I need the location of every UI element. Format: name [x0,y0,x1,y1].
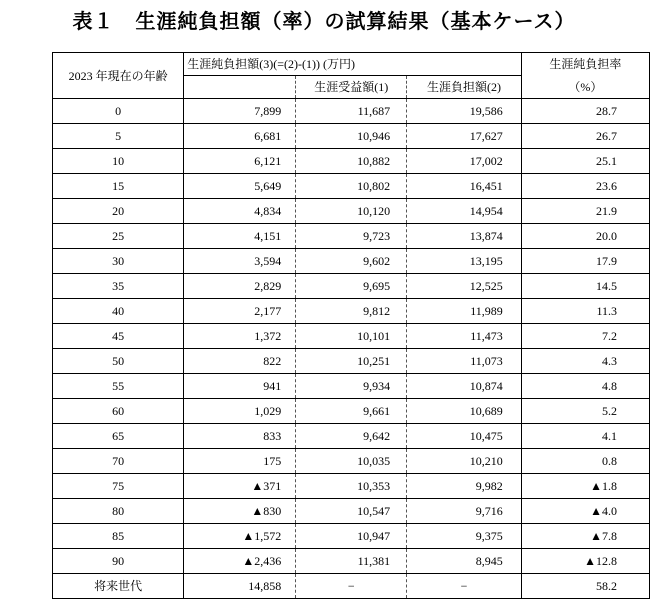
burden-cell: 8,945 [407,549,522,574]
age-cell: 70 [53,449,184,474]
rate-cell: 25.1 [521,149,649,174]
net-burden-cell: ▲830 [184,499,296,524]
burden-cell: 10,475 [407,424,522,449]
benefit-cell: 11,687 [296,99,407,124]
table-row [53,149,650,174]
benefit-cell: 10,251 [296,349,407,374]
net-burden-cell: 941 [184,374,296,399]
burden-cell: 9,375 [407,524,522,549]
burden-cell: 11,473 [407,324,522,349]
net-burden-cell: 175 [184,449,296,474]
table-row [53,199,650,224]
table-row [53,374,650,399]
age-cell: 65 [53,424,184,449]
benefit-cell: 10,353 [296,474,407,499]
rate-cell: 20.0 [521,224,649,249]
age-cell: 85 [53,524,184,549]
header-age: 2023 年現在の年齢 [53,53,184,99]
header-benefit: 生涯受益額(1) [296,76,407,99]
table-row [53,424,650,449]
table-row [53,99,650,124]
age-cell: 90 [53,549,184,574]
burden-cell: 13,195 [407,249,522,274]
table-row [53,124,650,149]
net-burden-cell: ▲371 [184,474,296,499]
rate-cell: 21.9 [521,199,649,224]
burden-cell: 12,525 [407,274,522,299]
table-row [53,499,650,524]
burden-cell: 17,627 [407,124,522,149]
benefit-cell: 10,035 [296,449,407,474]
table-row [53,349,650,374]
lifetime-burden-table [52,52,650,599]
net-burden-cell: 833 [184,424,296,449]
rate-cell: 14.5 [521,274,649,299]
benefit-cell: 10,882 [296,149,407,174]
table-row [53,299,650,324]
rate-cell: 23.6 [521,174,649,199]
header-net-burden: 生涯純負担額(3)(=(2)-(1)) (万円) [184,53,521,76]
benefit-cell: 9,661 [296,399,407,424]
net-burden-cell: 6,681 [184,124,296,149]
rate-cell: ▲12.8 [521,549,649,574]
burden-cell: 13,874 [407,224,522,249]
rate-cell: 28.7 [521,99,649,124]
rate-cell: 58.2 [521,574,649,599]
net-burden-cell: 1,029 [184,399,296,424]
age-cell: 50 [53,349,184,374]
benefit-cell: 10,101 [296,324,407,349]
table-row [53,549,650,574]
rate-cell: ▲4.0 [521,499,649,524]
net-burden-cell: 7,899 [184,99,296,124]
benefit-cell: 10,946 [296,124,407,149]
age-cell: 35 [53,274,184,299]
burden-cell: 11,073 [407,349,522,374]
benefit-cell: 10,547 [296,499,407,524]
burden-cell: 10,689 [407,399,522,424]
net-burden-cell: ▲1,572 [184,524,296,549]
net-burden-cell: 2,829 [184,274,296,299]
benefit-cell: 9,934 [296,374,407,399]
header-net-empty [184,76,296,99]
rate-cell: 11.3 [521,299,649,324]
burden-cell: 16,451 [407,174,522,199]
burden-cell: 10,874 [407,374,522,399]
rate-cell: 17.9 [521,249,649,274]
table-row [53,274,650,299]
table-row [53,249,650,274]
table-row [53,449,650,474]
rate-cell: 4.3 [521,349,649,374]
age-cell: 0 [53,99,184,124]
benefit-cell: 10,120 [296,199,407,224]
age-cell: 55 [53,374,184,399]
benefit-cell: 9,812 [296,299,407,324]
net-burden-cell: 6,121 [184,149,296,174]
burden-cell: 17,002 [407,149,522,174]
net-burden-cell: 822 [184,349,296,374]
net-burden-cell: 4,834 [184,199,296,224]
benefit-cell: 10,802 [296,174,407,199]
age-cell: 25 [53,224,184,249]
age-cell: 将来世代 [53,574,184,599]
benefit-cell: 9,723 [296,224,407,249]
rate-cell: 7.2 [521,324,649,349]
rate-cell: 0.8 [521,449,649,474]
net-burden-cell: 3,594 [184,249,296,274]
age-cell: 80 [53,499,184,524]
rate-cell: 5.2 [521,399,649,424]
table-row [53,399,650,424]
age-cell: 10 [53,149,184,174]
benefit-cell: 9,695 [296,274,407,299]
net-burden-cell: 4,151 [184,224,296,249]
rate-cell: ▲7.8 [521,524,649,549]
net-burden-cell: 5,649 [184,174,296,199]
age-cell: 60 [53,399,184,424]
table-row [53,474,650,499]
age-cell: 15 [53,174,184,199]
age-cell: 45 [53,324,184,349]
burden-cell: 11,989 [407,299,522,324]
table-row [53,324,650,349]
net-burden-cell: 1,372 [184,324,296,349]
age-cell: 75 [53,474,184,499]
benefit-cell: 9,642 [296,424,407,449]
burden-cell: 9,716 [407,499,522,524]
burden-cell: 14,954 [407,199,522,224]
net-burden-cell: ▲2,436 [184,549,296,574]
burden-cell: − [407,574,522,599]
table-row [53,524,650,549]
table-title: 表１ 生涯純負担額（率）の試算結果（基本ケース） [72,9,576,33]
benefit-cell: 9,602 [296,249,407,274]
rate-cell: ▲1.8 [521,474,649,499]
age-cell: 30 [53,249,184,274]
age-cell: 20 [53,199,184,224]
benefit-cell: 11,381 [296,549,407,574]
age-cell: 5 [53,124,184,149]
rate-cell: 4.8 [521,374,649,399]
burden-cell: 9,982 [407,474,522,499]
rate-cell: 4.1 [521,424,649,449]
rate-cell: 26.7 [521,124,649,149]
header-burden: 生涯負担額(2) [407,76,522,99]
age-cell: 40 [53,299,184,324]
burden-cell: 19,586 [407,99,522,124]
header-row-1 [53,53,650,76]
burden-cell: 10,210 [407,449,522,474]
benefit-cell: 10,947 [296,524,407,549]
net-burden-cell: 14,858 [184,574,296,599]
benefit-cell: − [296,574,407,599]
table-row [53,224,650,249]
net-burden-cell: 2,177 [184,299,296,324]
header-rate-line1: 生涯純負担率 [521,53,649,76]
table-row [53,174,650,199]
header-rate-line2: （%） [521,76,649,99]
